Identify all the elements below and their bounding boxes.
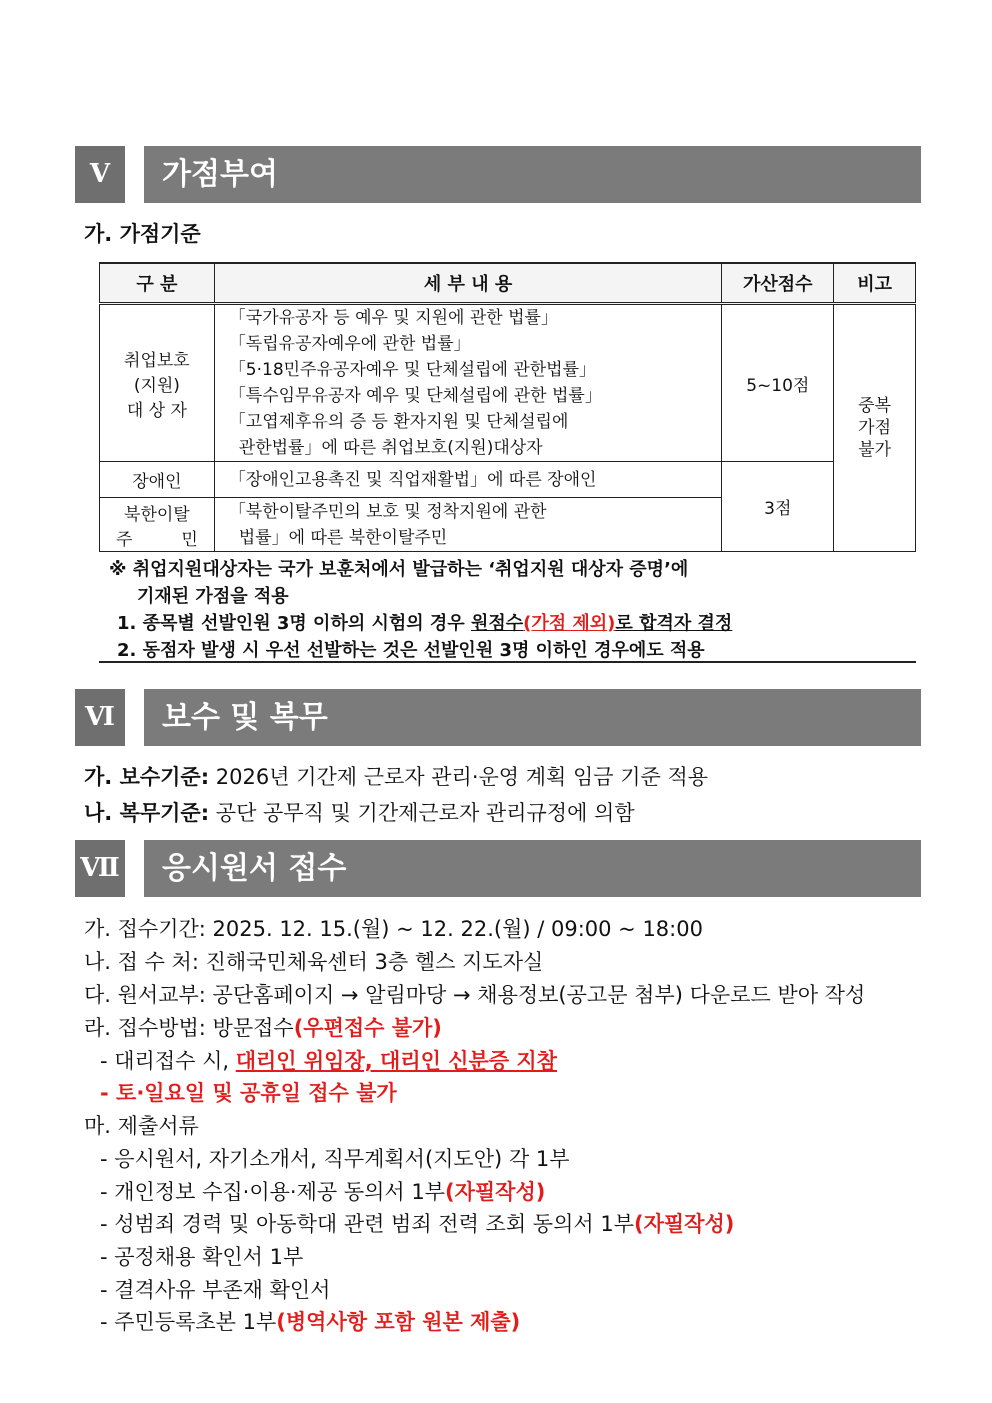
- note-underlined: 원점수: [470, 613, 524, 634]
- section-header-5: [75, 146, 921, 203]
- category-cell: [100, 304, 215, 462]
- note-line: 2. 동점자 발생 시 우선 선발하는 것은 선발인원 3명 이하인 경우에도 적용: [117, 640, 705, 661]
- doc-text: - 공정채용 확인서 1부: [100, 1245, 304, 1269]
- header-points: 가산점수: [722, 263, 834, 304]
- duty-text: 공단 공무직 및 기간제근로자 관리규정에 의함: [209, 801, 635, 825]
- detail-line: 관한법률」에 따른 취업보호(지원)대상자: [238, 438, 543, 458]
- category-line: 북한이탈: [124, 504, 190, 525]
- doc-item: [100, 1143, 569, 1173]
- duty-label: 나. 복무기준:: [84, 801, 210, 825]
- bonus-points-table: [99, 262, 916, 552]
- bonus-notes: [99, 553, 916, 663]
- pay-standard: [84, 761, 708, 791]
- pay-text: 2026년 기간제 근로자 관리·운영 계획 임금 기준 적용: [209, 765, 709, 789]
- doc-item: [100, 1274, 330, 1304]
- apply-weekend: - 토·일요일 및 공휴일 접수 불가: [100, 1081, 397, 1105]
- points-cell: 3점: [722, 462, 834, 552]
- note-line: ※ 취업지원대상자는 국가 보훈처에서 발급하는 ‘취업지원 대상자 증명’에: [109, 559, 689, 580]
- note-line: 기재된 가점을 적용: [137, 586, 289, 607]
- section-number: Ⅵ: [75, 689, 125, 746]
- proxy-text: - 대리접수 시,: [100, 1049, 236, 1073]
- doc-red: (자필작성): [633, 1212, 735, 1236]
- category-line: 주 민: [116, 529, 198, 550]
- section-header-6: [75, 689, 921, 746]
- details-cell: [214, 304, 722, 462]
- table-row: [100, 304, 916, 462]
- detail-line: 「고엽제후유의 증 등 환자지원 및 단체설립에: [228, 412, 569, 432]
- detail-line: 「국가유공자 등 예우 및 지원에 관한 법률」: [228, 308, 558, 328]
- section-title: 응시원서 접수: [144, 840, 921, 897]
- detail-line: 법률」에 따른 북한이탈주민: [238, 527, 448, 548]
- remark-line: 가점: [858, 418, 892, 438]
- header-details: 세 부 내 용: [214, 263, 722, 304]
- detail-line: 「북한이탈주민의 보호 및 정착지원에 관한: [228, 501, 547, 522]
- section-header-7: [75, 840, 921, 897]
- detail-line: 「5·18민주유공자예우 및 단체설립에 관한법률」: [228, 360, 597, 380]
- method-red: (우편접수 불가): [293, 1016, 442, 1040]
- pay-label: 가. 보수기준:: [84, 765, 210, 789]
- doc-item: [100, 1208, 734, 1238]
- apply-place: 나. 접 수 처: 진해국민체육센터 3층 헬스 지도자실: [84, 950, 544, 974]
- category-cell: [100, 498, 215, 552]
- section-number: Ⅶ: [75, 840, 125, 897]
- doc-red: (자필작성): [445, 1180, 546, 1204]
- doc-text: - 성범죄 경력 및 아동학대 관련 범죄 전력 조회 동의서 1부: [100, 1212, 634, 1236]
- table-row: [100, 462, 916, 498]
- bonus-subtitle: 가. 가점기준: [84, 222, 201, 246]
- header-remark: 비고: [834, 263, 916, 304]
- note-underlined: 로 합격자 결정: [615, 613, 733, 634]
- note-line: [117, 609, 732, 635]
- doc-item: [100, 1176, 545, 1206]
- doc-text: - 응시원서, 자기소개서, 직무계획서(지도안) 각 1부: [100, 1147, 570, 1171]
- detail-line: 「독립유공자예우에 관한 법률」: [228, 334, 471, 354]
- doc-item: [100, 1306, 520, 1336]
- apply-proxy: [100, 1045, 557, 1075]
- points-cell: 5~10점: [722, 304, 834, 462]
- note-text: 1. 종목별 선발인원 3명 이하의 시험의 경우: [117, 613, 471, 634]
- proxy-red: 대리인 위임장, 대리인 신분증 지참: [235, 1049, 557, 1073]
- duty-standard: [84, 797, 635, 827]
- header-category: 구 분: [100, 263, 215, 304]
- apply-period: 가. 접수기간: 2025. 12. 15.(월) ~ 12. 22.(월) / 09:00 ~ 18:00: [84, 917, 703, 941]
- doc-text: - 주민등록초본 1부: [100, 1310, 277, 1334]
- doc-text: - 결격사유 부존재 확인서: [100, 1278, 331, 1302]
- category-line: (지원): [133, 375, 180, 396]
- note-red: (가점 제외): [523, 613, 616, 634]
- details-cell: [214, 462, 722, 498]
- method-text: 라. 접수방법: 방문접수: [84, 1016, 294, 1040]
- doc-text: - 개인정보 수집·이용·제공 동의서 1부: [100, 1180, 445, 1204]
- remark-line: 불가: [858, 440, 892, 460]
- section-title: 보수 및 복무: [144, 689, 921, 746]
- section-title: 가점부여: [144, 146, 921, 203]
- section-number: Ⅴ: [75, 146, 125, 203]
- apply-form: 다. 원서교부: 공단홈페이지 → 알림마당 → 채용정보(공고문 첨부) 다운로드 받아 작성: [84, 983, 866, 1007]
- remark-line: 중복: [858, 396, 892, 416]
- remark-cell: [834, 304, 916, 552]
- detail-line: 「장애인고용촉진 및 직업재활법」에 따른 장애인: [228, 469, 597, 490]
- detail-line: 「특수임무유공자 예우 및 단체설립에 관한 법률」: [228, 386, 602, 406]
- category-line: 취업보호: [124, 350, 190, 371]
- category-line: 대 상 자: [126, 400, 187, 421]
- details-cell: [214, 498, 722, 552]
- docs-title: 마. 제출서류: [84, 1114, 199, 1138]
- doc-item: [100, 1241, 303, 1271]
- category-cell: 장애인: [100, 462, 215, 498]
- apply-method: [84, 1012, 442, 1042]
- doc-red: (병역사항 포함 원본 제출): [276, 1310, 521, 1334]
- table-header-row: [100, 263, 916, 304]
